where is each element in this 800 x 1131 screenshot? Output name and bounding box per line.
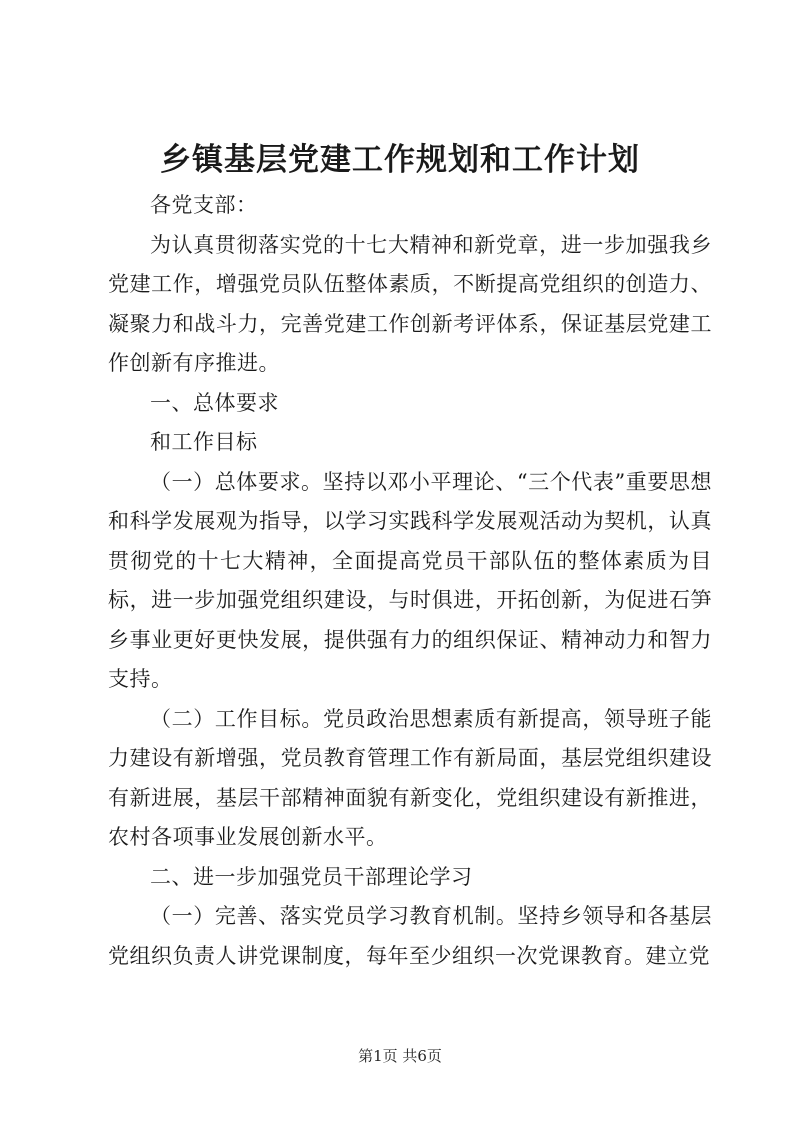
page-number-footer: 第1页 共6页 [358, 1047, 442, 1065]
section-heading-2: 二、进一步加强党员干部理论学习 [150, 864, 473, 889]
salutation: 各党支部： [150, 193, 258, 217]
paragraph-study-mechanism: （一）完善、落实党员学习教育机制。坚持乡领导和各基层党组织负责人讲党课制度，每年至少组织一次党课教育。建立党 [108, 904, 712, 968]
paragraph-general-requirements: （一）总体要求。坚持以邓小平理论、“三个代表”重要思想和科学发展观为指导，以学习实践科学发展观活动为契机，认真贯彻党的十七大精神，全面提高党员干部队伍的整体素质为目标，进一步加强党组织建设，与时俱进，开拓创新，为促进石笋乡事业更好更快发展，提供强有力的组织保证、精神动力和智力支持。 [108, 469, 712, 691]
paragraph-work-goals: （二）工作目标。党员政治思想素质有新提高，领导班子能力建设有新增强，党员教育管理工作有新局面，基层党组织建设有新进展，基层干部精神面貌有新变化，党组织建设有新推进，农村各项事业发展创新水平。 [108, 706, 712, 849]
document-title: 乡镇基层党建工作规划和工作计划 [160, 142, 640, 178]
section-heading-1-continued: 和工作目标 [150, 430, 258, 454]
section-heading-1: 一、总体要求 [150, 390, 279, 415]
document-body [108, 186, 712, 976]
intro-paragraph: 为认真贯彻落实党的十七大精神和新党章，进一步加强我乡党建工作，增强党员队伍整体素质，不断提高党组织的创造力、凝聚力和战斗力，完善党建工作创新考评体系，保证基层党建工作创新有序推进。 [108, 232, 712, 375]
